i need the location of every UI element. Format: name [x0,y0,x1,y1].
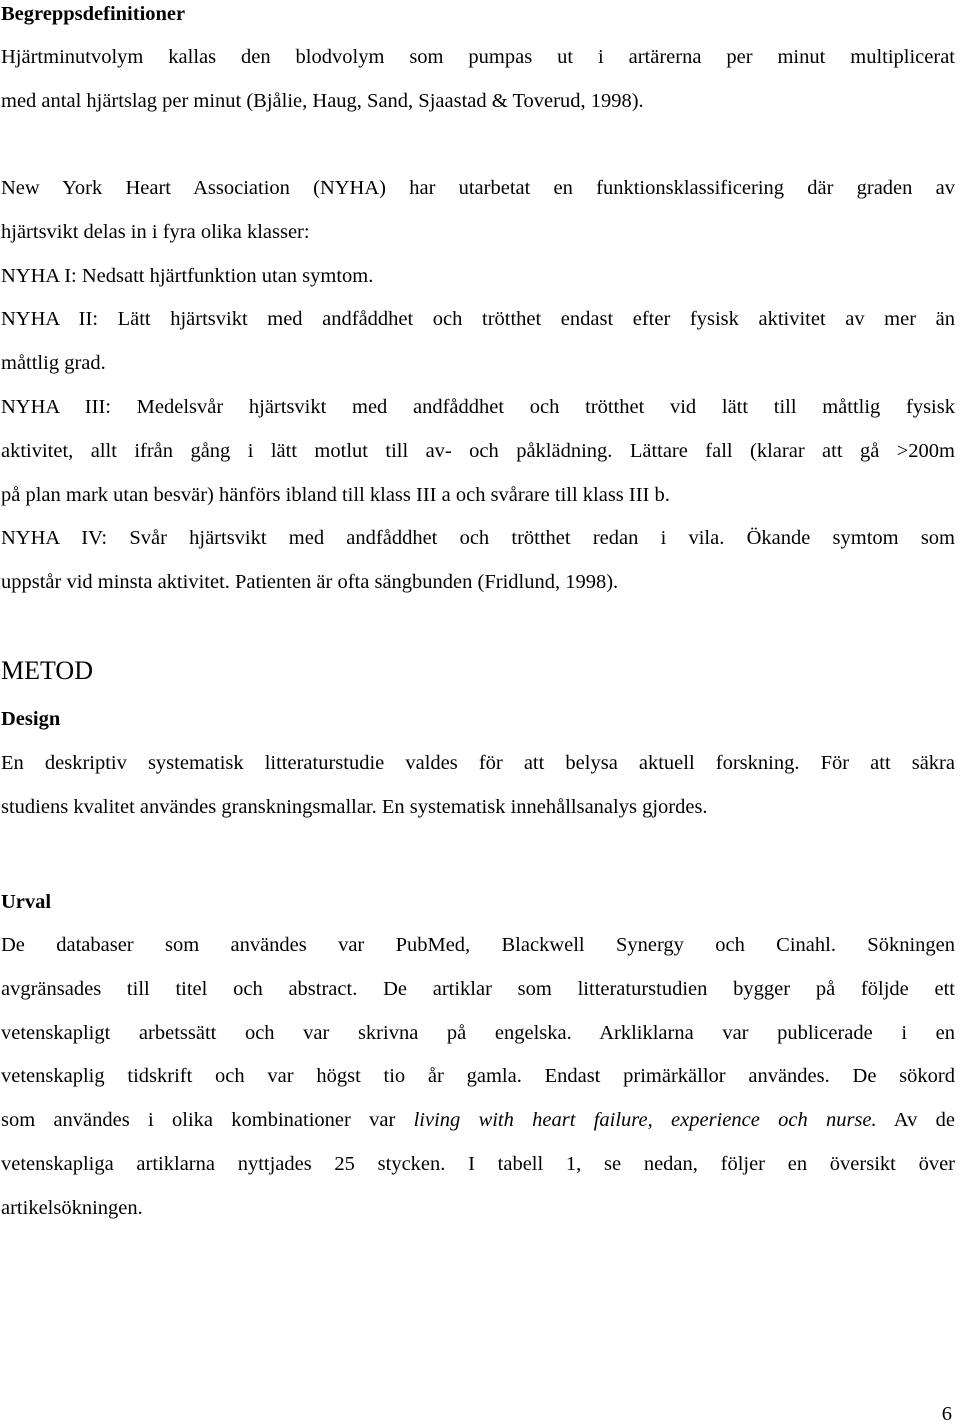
paragraph-line: vetenskapligt arbetssätt och var skrivna på engelska. Arkliklarna var publicerade i en [1,1022,955,1044]
paragraph-line: måttlig grad. [1,352,106,374]
paragraph-line: De databaser som användes var PubMed, Blackwell Synergy och Cinahl. Sökningen [1,934,955,956]
paragraph-line: En deskriptiv systematisk litteraturstudie valdes för att belysa aktuell forskning. För att säkra [1,752,955,774]
paragraph-line: uppstår vid minsta aktivitet. Patienten är ofta sängbunden (Fridlund, 1998). [1,571,619,593]
paragraph-line: vetenskapliga artiklarna nyttjades 25 stycken. I tabell 1, se nedan, följer en översikt över [1,1153,955,1175]
nyha-class-1: NYHA I: Nedsatt hjärtfunktion utan symtom. [1,265,374,287]
search-terms-prefix: som användes i olika kombinationer var [1,1109,414,1131]
nyha-class-2: NYHA II: Lätt hjärtsvikt med andfåddhet och trötthet endast efter fysisk aktivitet av mer än [1,308,955,330]
search-terms-italic: living with heart failure, experience och nurse. [413,1109,877,1131]
paragraph-line: vetenskaplig tidskrift och var högst tio år gamla. Endast primärkällor användes. De sökord [1,1065,955,1087]
paragraph-line: New York Heart Association (NYHA) har utarbetat en funktionsklassificering där graden av [1,177,955,199]
paragraph-line: hjärtsvikt delas in i fyra olika klasser: [1,221,310,243]
nyha-class-3: NYHA III: Medelsvår hjärtsvikt med andfåddhet och trötthet vid lätt till måttlig fysisk [1,396,955,418]
subheading-design: Design [1,708,61,730]
search-terms-suffix: Av de [876,1109,955,1131]
section-heading-method: METOD [1,656,93,685]
paragraph-line: avgränsades till titel och abstract. De artiklar som litteraturstudien bygger på följde ett [1,978,955,1000]
paragraph-line: på plan mark utan besvär) hänförs ibland till klass III a och svårare till klass III b. [1,484,670,506]
paragraph-line: studiens kvalitet användes granskningsmallar. En systematisk innehållsanalys gjordes. [1,796,708,818]
search-terms-line [1,1110,955,1131]
section-heading-definitions: Begreppsdefinitioner [1,3,186,25]
page-number: 6 [941,1403,952,1425]
subheading-urval: Urval [1,891,52,913]
paragraph-line: aktivitet, allt ifrån gång i lätt motlut till av- och påklädning. Lättare fall (klarar att gå >200m [1,440,955,462]
paragraph-line: Hjärtminutvolym kallas den blodvolym som pumpas ut i artärerna per minut multiplicerat [1,46,955,68]
paragraph-line: artikelsökningen. [1,1197,143,1219]
nyha-class-4: NYHA IV: Svår hjärtsvikt med andfåddhet och trötthet redan i vila. Ökande symtom som [1,527,955,549]
paragraph-line: med antal hjärtslag per minut (Bjålie, Haug, Sand, Sjaastad & Toverud, 1998). [1,90,644,112]
